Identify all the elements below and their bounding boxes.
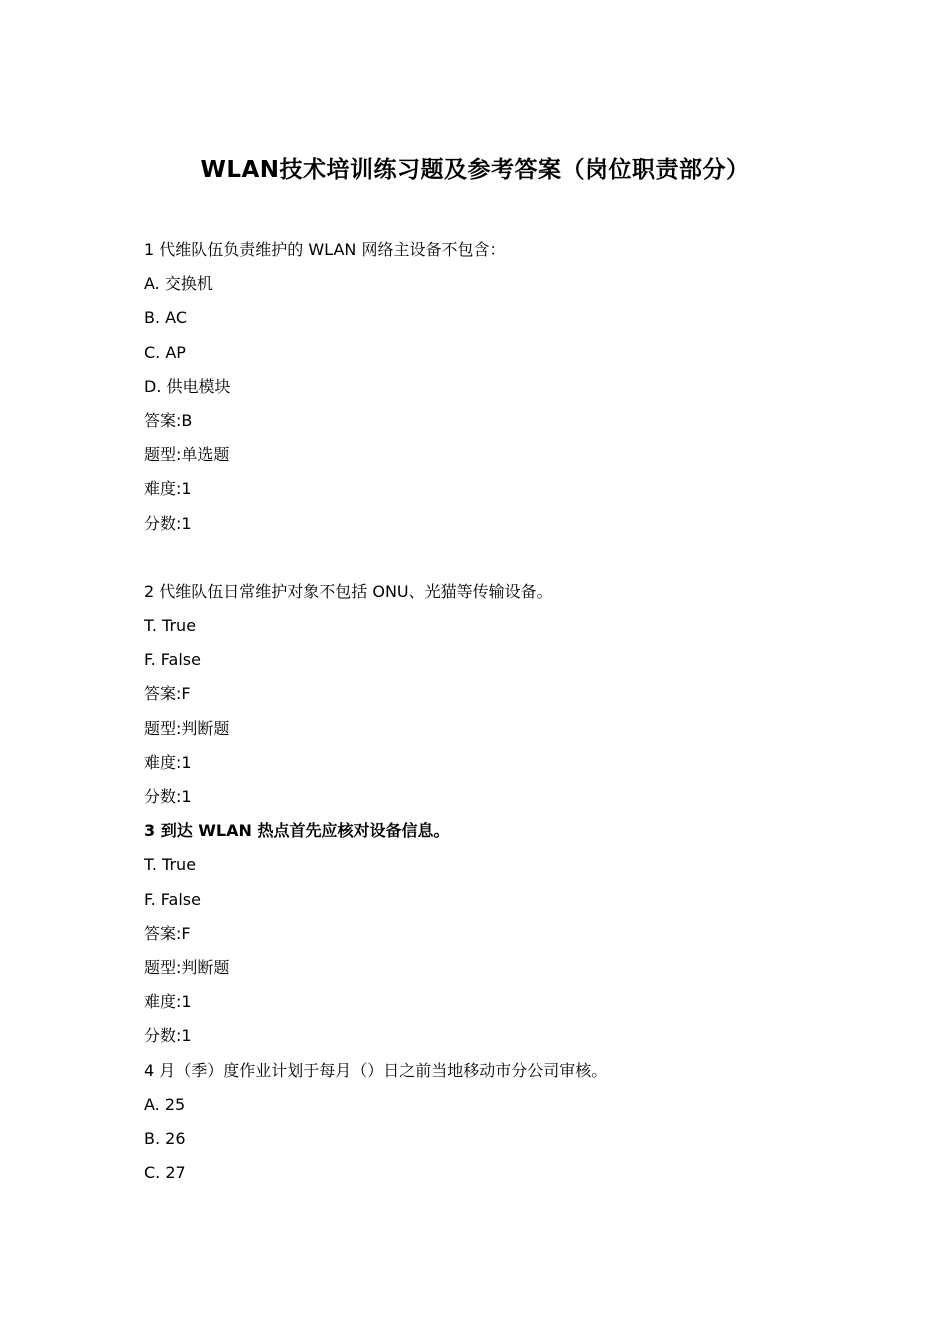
option-b: B. AC [144, 308, 187, 328]
difficulty: 难度:1 [144, 992, 192, 1012]
question-4 [144, 1054, 844, 1191]
question-type: 题型:判断题 [144, 718, 230, 738]
answer: 答案:B [144, 410, 193, 430]
answer: 答案:F [144, 684, 191, 704]
option-true: T. True [144, 855, 197, 875]
question-stem: 4 月（季）度作业计划于每月（）日之前当地移动市分公司审核。 [144, 1060, 608, 1080]
question-stem: 3 到达 WLAN 热点首先应核对设备信息。 [144, 821, 450, 841]
option-c: C. 27 [144, 1163, 186, 1183]
option-b: B. 26 [144, 1128, 186, 1148]
question-stem: 1 代维队伍负责维护的 WLAN 网络主设备不包含： [144, 240, 506, 259]
option-true: T. True [144, 616, 197, 636]
option-a: A. 交换机 [144, 274, 213, 294]
question-type: 题型:单选题 [144, 445, 230, 465]
answer: 答案:F [144, 923, 191, 943]
question-2 [144, 575, 844, 814]
question-list [144, 233, 844, 1190]
spacer [144, 541, 844, 575]
option-d: D. 供电模块 [144, 376, 231, 396]
score: 分数:1 [144, 1026, 192, 1046]
document-title: WLAN技术培训练习题及参考答案（岗位职责部分） [200, 157, 750, 183]
difficulty: 难度:1 [144, 752, 192, 772]
option-false: F. False [144, 889, 201, 909]
question-1 [144, 233, 844, 541]
option-c: C. AP [144, 342, 186, 362]
option-a: A. 25 [144, 1094, 186, 1114]
option-false: F. False [144, 650, 201, 670]
difficulty: 难度:1 [144, 479, 192, 499]
question-3 [144, 814, 844, 1053]
score: 分数:1 [144, 513, 192, 533]
score: 分数:1 [144, 787, 192, 806]
question-stem: 2 代维队伍日常维护对象不包括 ONU、光猫等传输设备。 [144, 581, 553, 601]
question-type: 题型:判断题 [144, 957, 230, 977]
